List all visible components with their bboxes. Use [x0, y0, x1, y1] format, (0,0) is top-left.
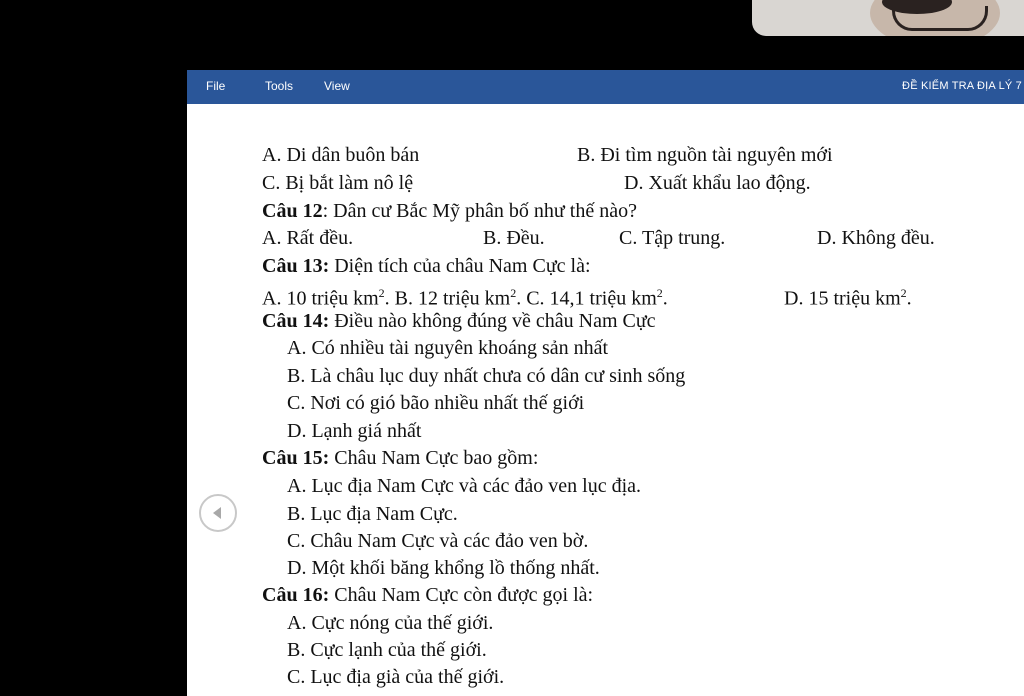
- menu-file[interactable]: File: [206, 79, 226, 93]
- q16-option-c: C. Lục địa già của thế giới.: [287, 666, 505, 688]
- q16-option-a: A. Cực nóng của thế giới.: [287, 612, 494, 634]
- question-13: [262, 254, 591, 278]
- previous-page-button[interactable]: [199, 494, 237, 532]
- q15-option-b: B. Lục địa Nam Cực.: [287, 503, 458, 525]
- q13-option-c-sup: 2: [656, 286, 663, 300]
- q13-option-d: D. 15 triệu km: [784, 287, 901, 310]
- q13-option-d-end: .: [906, 287, 912, 310]
- q12-option-d: D. Không đều.: [817, 227, 935, 249]
- question-13-text: Diện tích của châu Nam Cực là:: [329, 255, 591, 277]
- menu-bar: [187, 70, 1024, 104]
- q13-option-c-end: .: [662, 287, 668, 310]
- q16-option-b: B. Cực lạnh của thế giới.: [287, 639, 487, 661]
- q11-option-a: A. Di dân buôn bán: [262, 144, 420, 166]
- q14-option-c: C. Nơi có gió bão nhiều nhất thế giới: [287, 392, 585, 414]
- q11-option-d: D. Xuất khẩu lao động.: [624, 172, 811, 194]
- question-14-text: Điều nào không đúng về châu Nam Cực: [329, 310, 656, 332]
- q15-option-d: D. Một khối băng khổng lồ thống nhất.: [287, 557, 600, 579]
- q11-option-c: C. Bị bắt làm nô lệ: [262, 172, 414, 194]
- question-15: [262, 446, 538, 470]
- question-12: [262, 199, 637, 223]
- q11-option-b: B. Đi tìm nguồn tài nguyên mới: [577, 144, 833, 166]
- menu-view[interactable]: View: [324, 79, 350, 93]
- q13-option-c: . C. 14,1 triệu km: [516, 287, 657, 310]
- q15-option-a: A. Lục địa Nam Cực và các đảo ven lục địa.: [287, 475, 642, 497]
- question-16-label: Câu 16:: [262, 584, 330, 606]
- question-16: [262, 583, 593, 607]
- chevron-left-icon: [213, 507, 221, 519]
- q13-option-a-sup: 2: [378, 286, 385, 300]
- document-title: ĐỀ KIỂM TRA ĐỊA LÝ 7: [902, 80, 1022, 92]
- question-14: [262, 309, 656, 333]
- q15-option-c: C. Châu Nam Cực và các đảo ven bờ.: [287, 530, 589, 552]
- q12-option-b: B. Đều.: [483, 227, 545, 249]
- q12-option-c: C. Tập trung.: [619, 227, 726, 249]
- q13-option-d-line: [784, 281, 912, 311]
- menu-tools[interactable]: Tools: [265, 79, 294, 93]
- question-14-label: Câu 14:: [262, 310, 330, 332]
- question-12-label: Câu 12: [262, 200, 323, 222]
- q13-option-a: A. 10 triệu km: [262, 287, 379, 310]
- q12-option-a: A. Rất đều.: [262, 227, 354, 249]
- question-13-label: Câu 13:: [262, 255, 330, 277]
- q13-option-d-sup: 2: [900, 286, 907, 300]
- q13-option-b: . B. 12 triệu km: [384, 287, 511, 310]
- webcam-overlay: [752, 0, 1024, 36]
- question-16-text: Châu Nam Cực còn được gọi là:: [329, 584, 594, 606]
- q14-option-b: B. Là châu lục duy nhất chưa có dân cư sinh sống: [287, 365, 686, 387]
- question-15-label: Câu 15:: [262, 447, 330, 469]
- question-12-text: : Dân cư Bắc Mỹ phân bố như thế nào?: [322, 200, 637, 222]
- webcam-glasses: [892, 6, 988, 31]
- q13-option-b-sup: 2: [510, 286, 517, 300]
- q13-options-abc: [262, 281, 668, 311]
- q14-option-a: A. Có nhiều tài nguyên khoáng sản nhất: [287, 337, 609, 359]
- q14-option-d: D. Lạnh giá nhất: [287, 420, 422, 442]
- question-15-text: Châu Nam Cực bao gồm:: [329, 447, 539, 469]
